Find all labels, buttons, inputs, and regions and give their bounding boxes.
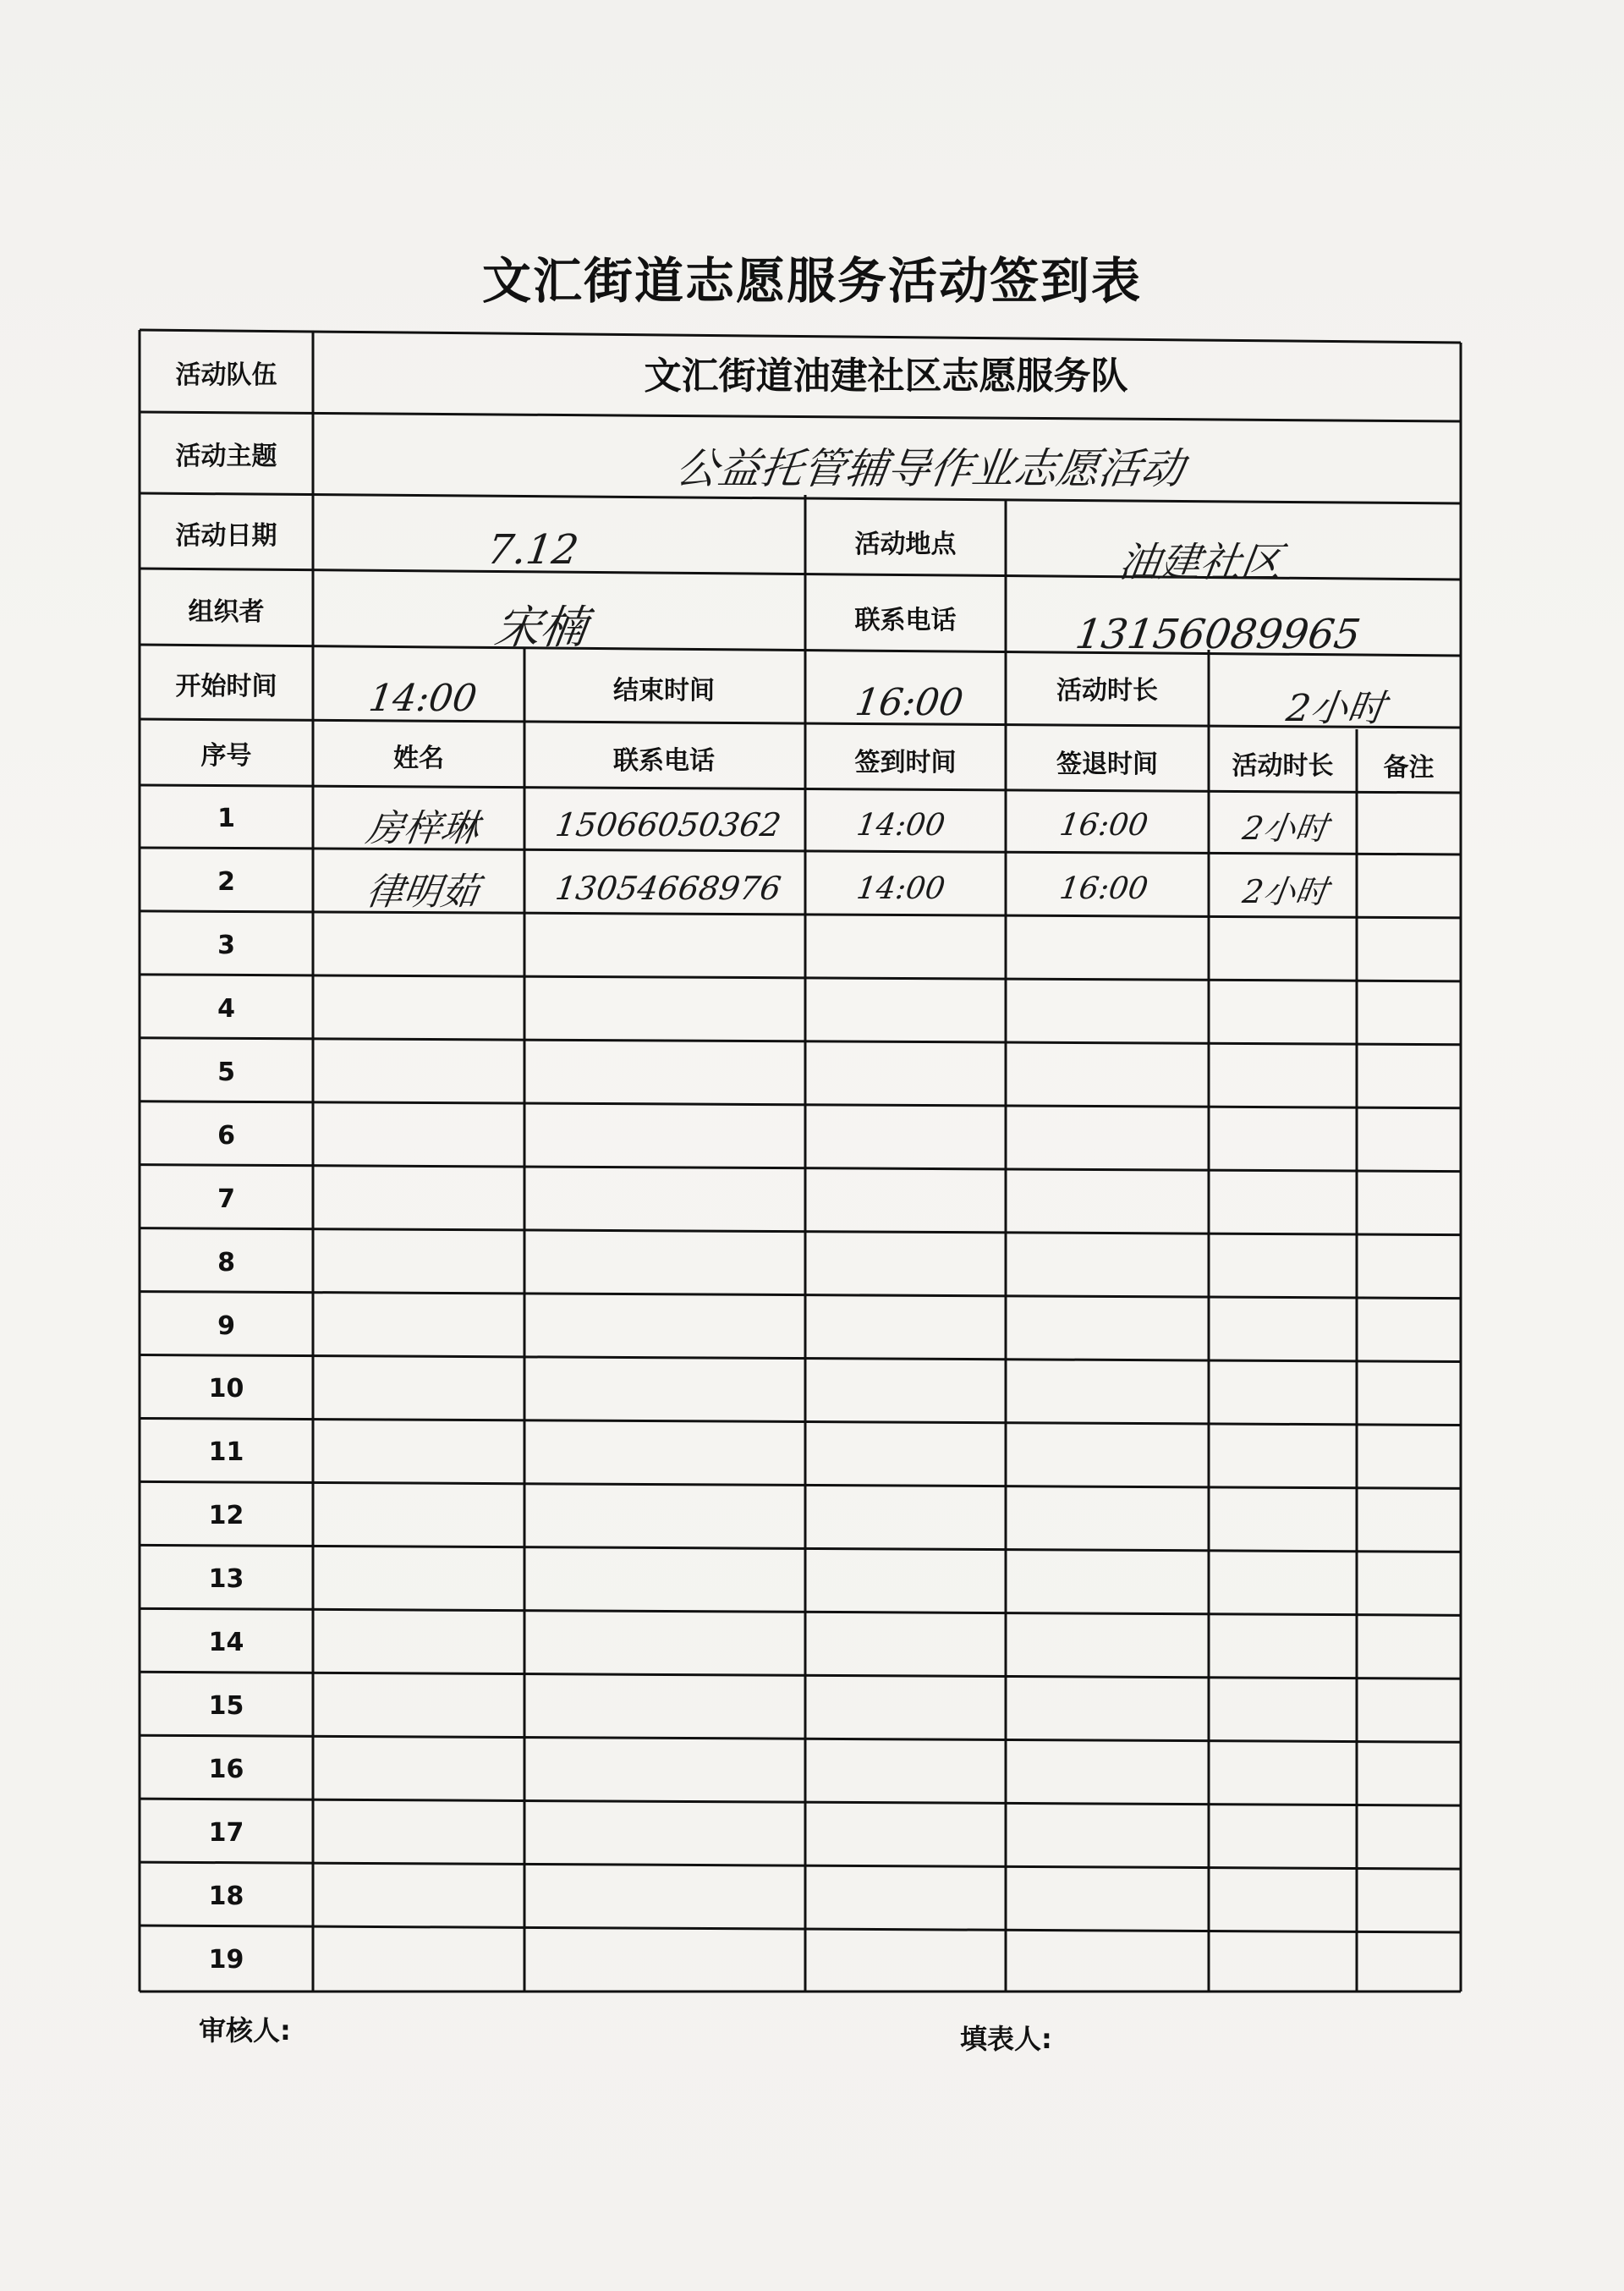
table-cell-no: 12 <box>208 1501 244 1531</box>
table-cell-name <box>334 1111 513 1174</box>
table-cell-dur <box>1218 1935 1354 1998</box>
col-header-signout: 签退时间 <box>1056 750 1158 779</box>
table-cell-no: 17 <box>208 1818 244 1849</box>
table-cell-phone <box>546 920 792 984</box>
table-cell-dur <box>1218 1554 1354 1618</box>
col-header-phone: 联系电话 <box>613 746 715 776</box>
table-cell-in: 14:00 <box>854 871 947 906</box>
table-cell-out <box>1032 1491 1177 1554</box>
table-cell-no: 18 <box>208 1882 244 1912</box>
table-cell-note <box>1357 1611 1461 1674</box>
table-cell-name <box>334 984 513 1047</box>
table-cell-no: 5 <box>217 1057 235 1087</box>
table-cell-no: 19 <box>208 1945 244 1975</box>
table-cell-no: 13 <box>208 1564 244 1595</box>
table-cell-dur <box>1218 1491 1354 1554</box>
table-cell-in <box>825 1427 978 1491</box>
table-cell-dur <box>1218 1871 1354 1935</box>
table-cell-in <box>825 1301 978 1365</box>
table-cell-note <box>1357 1801 1461 1865</box>
table-cell-name <box>334 1808 513 1871</box>
table-cell-out <box>1032 920 1177 984</box>
table-cell-dur <box>1218 1301 1354 1365</box>
table-cell-no: 14 <box>208 1628 244 1658</box>
duration-label: 活动时长 <box>1056 675 1158 706</box>
table-cell-in <box>825 1618 978 1681</box>
table-cell-dur <box>1218 1174 1354 1238</box>
table-cell-dur <box>1218 1365 1354 1428</box>
col-header-signin: 签到时间 <box>854 748 957 777</box>
table-cell-out <box>1032 1427 1177 1491</box>
table-cell-note <box>1357 1547 1461 1611</box>
table-cell-note <box>1357 1294 1461 1358</box>
col-header-name: 姓名 <box>393 744 444 773</box>
table-cell-in <box>825 984 978 1047</box>
table-cell-out <box>1032 1871 1177 1935</box>
table-cell-in <box>825 1871 978 1935</box>
table-cell-in <box>825 920 978 984</box>
reviewer-label: 审核人: <box>199 2014 291 2047</box>
page-title: 文汇街道志愿服务活动签到表 <box>481 252 1142 310</box>
table-cell-name <box>334 1935 513 1998</box>
table-cell-no: 1 <box>217 803 235 833</box>
table-cell-no: 15 <box>208 1691 244 1722</box>
table-cell-note <box>1357 977 1461 1041</box>
table-cell-name <box>334 1427 513 1491</box>
table-cell-out: 16:00 <box>1057 871 1150 906</box>
col-header-duration: 活动时长 <box>1232 751 1334 781</box>
table-cell-dur <box>1218 1744 1354 1808</box>
table-cell-note <box>1357 1104 1461 1167</box>
table-cell-phone <box>546 1871 792 1935</box>
table-cell-name <box>334 1491 513 1554</box>
table-cell-note <box>1357 1231 1461 1294</box>
date-value: 7.12 <box>484 526 582 574</box>
table-cell-note <box>1357 1484 1461 1547</box>
table-cell-note <box>1357 1928 1461 1992</box>
table-cell-dur <box>1218 1047 1354 1111</box>
table-cell-name <box>334 1871 513 1935</box>
table-cell-dur <box>1218 984 1354 1047</box>
table-cell-no: 3 <box>217 930 235 960</box>
theme-value: 公益托管辅导作业志愿活动 <box>672 444 1188 493</box>
table-cell-note <box>1357 914 1461 977</box>
table-cell-out <box>1032 1365 1177 1428</box>
table-cell-out <box>1032 1111 1177 1174</box>
table-cell-dur <box>1218 920 1354 984</box>
table-cell-name <box>334 920 513 984</box>
organizer-value: 宋楠 <box>491 601 590 654</box>
table-cell-out <box>1032 1301 1177 1365</box>
table-cell-name <box>334 1047 513 1111</box>
table-cell-in <box>825 1744 978 1808</box>
table-cell-in <box>825 1808 978 1871</box>
table-cell-dur <box>1218 1238 1354 1301</box>
table-cell-name <box>334 1238 513 1301</box>
table-cell-in <box>825 1681 978 1744</box>
table-cell-out <box>1032 1681 1177 1744</box>
table-cell-out: 16:00 <box>1057 807 1150 843</box>
table-cell-note <box>1357 1865 1461 1928</box>
contact-value: 13156089965 <box>1073 611 1363 658</box>
table-cell-out <box>1032 1744 1177 1808</box>
table-cell-out <box>1032 1174 1177 1238</box>
table-cell-note <box>1357 1358 1461 1421</box>
table-cell-in <box>825 1174 978 1238</box>
table-cell-name <box>334 1301 513 1365</box>
table-cell-no: 11 <box>208 1437 244 1468</box>
table-cell-name <box>334 1618 513 1681</box>
table-cell-phone <box>546 1744 792 1808</box>
contact-label: 联系电话 <box>854 606 957 635</box>
table-cell-note <box>1357 1738 1461 1801</box>
table-cell-in <box>825 1238 978 1301</box>
table-cell-in <box>825 1491 978 1554</box>
table-cell-dur: 2小时 <box>1240 872 1330 910</box>
table-cell-phone <box>546 1047 792 1111</box>
table-cell-no: 8 <box>217 1247 235 1277</box>
table-cell-note <box>1357 787 1461 850</box>
table-cell-phone <box>546 1554 792 1618</box>
team-value: 文汇街道油建社区志愿服务队 <box>644 354 1128 398</box>
table-cell-in <box>825 1935 978 1998</box>
table-cell-note <box>1357 1167 1461 1231</box>
table-cell-no: 16 <box>208 1755 244 1785</box>
table-cell-phone: 13054668976 <box>552 870 784 908</box>
table-cell-name: 房梓琳 <box>363 807 481 851</box>
table-cell-no: 7 <box>217 1184 235 1214</box>
table-cell-no: 9 <box>217 1310 235 1341</box>
table-cell-name <box>334 1365 513 1428</box>
table-cell-out <box>1032 1618 1177 1681</box>
table-cell-dur: 2小时 <box>1240 809 1330 847</box>
table-cell-note <box>1357 850 1461 914</box>
table-cell-out <box>1032 1238 1177 1301</box>
table-cell-out <box>1032 1554 1177 1618</box>
start-time-value: 14:00 <box>366 676 480 720</box>
date-label: 活动日期 <box>175 521 277 551</box>
table-cell-name <box>334 1681 513 1744</box>
table-cell-phone <box>546 1427 792 1491</box>
table-cell-dur <box>1218 1111 1354 1174</box>
table-cell-dur <box>1218 1808 1354 1871</box>
table-cell-phone <box>546 1808 792 1871</box>
table-cell-out <box>1032 1935 1177 1998</box>
table-cell-no: 10 <box>208 1374 244 1404</box>
table-cell-phone <box>546 1491 792 1554</box>
table-cell-out <box>1032 1047 1177 1111</box>
table-cell-phone <box>546 1681 792 1744</box>
table-cell-no: 4 <box>217 993 235 1024</box>
table-cell-no: 6 <box>217 1120 235 1151</box>
end-time-value: 16:00 <box>853 680 966 724</box>
table-cell-dur <box>1218 1681 1354 1744</box>
table-cell-note <box>1357 1420 1461 1484</box>
table-cell-phone <box>546 1618 792 1681</box>
table-cell-in <box>825 1365 978 1428</box>
table-cell-phone <box>546 1935 792 1998</box>
table-cell-out <box>1032 1808 1177 1871</box>
table-cell-name <box>334 1744 513 1808</box>
table-cell-phone <box>546 984 792 1047</box>
organizer-label: 组织者 <box>188 597 265 627</box>
table-cell-note <box>1357 1674 1461 1738</box>
table-cell-name: 律明茹 <box>363 871 481 915</box>
info-row-line <box>140 412 1461 421</box>
col-header-note: 备注 <box>1383 753 1435 783</box>
table-cell-name <box>334 1174 513 1238</box>
table-cell-no: 2 <box>217 866 235 897</box>
table-cell-in <box>825 1047 978 1111</box>
start-time-label: 开始时间 <box>175 671 277 701</box>
table-cell-phone <box>546 1111 792 1174</box>
team-label: 活动队伍 <box>175 360 277 390</box>
table-cell-dur <box>1218 1427 1354 1491</box>
col-header-no: 序号 <box>200 741 252 771</box>
table-cell-phone: 15066050362 <box>552 806 784 844</box>
table-cell-in <box>825 1554 978 1618</box>
table-cell-in: 14:00 <box>854 807 947 843</box>
filler-label: 填表人: <box>960 2023 1052 2055</box>
table-cell-name <box>334 1554 513 1618</box>
location-label: 活动地点 <box>854 530 957 559</box>
location-value: 油建社区 <box>1116 538 1286 586</box>
table-cell-phone <box>546 1238 792 1301</box>
theme-label: 活动主题 <box>175 442 277 471</box>
end-time-label: 结束时间 <box>613 675 715 706</box>
table-cell-phone <box>546 1174 792 1238</box>
table-cell-dur <box>1218 1618 1354 1681</box>
table-cell-in <box>825 1111 978 1174</box>
table-cell-phone <box>546 1301 792 1365</box>
table-cell-out <box>1032 984 1177 1047</box>
table-cell-phone <box>546 1365 792 1428</box>
duration-value: 2小时 <box>1283 686 1388 730</box>
table-cell-note <box>1357 1041 1461 1104</box>
